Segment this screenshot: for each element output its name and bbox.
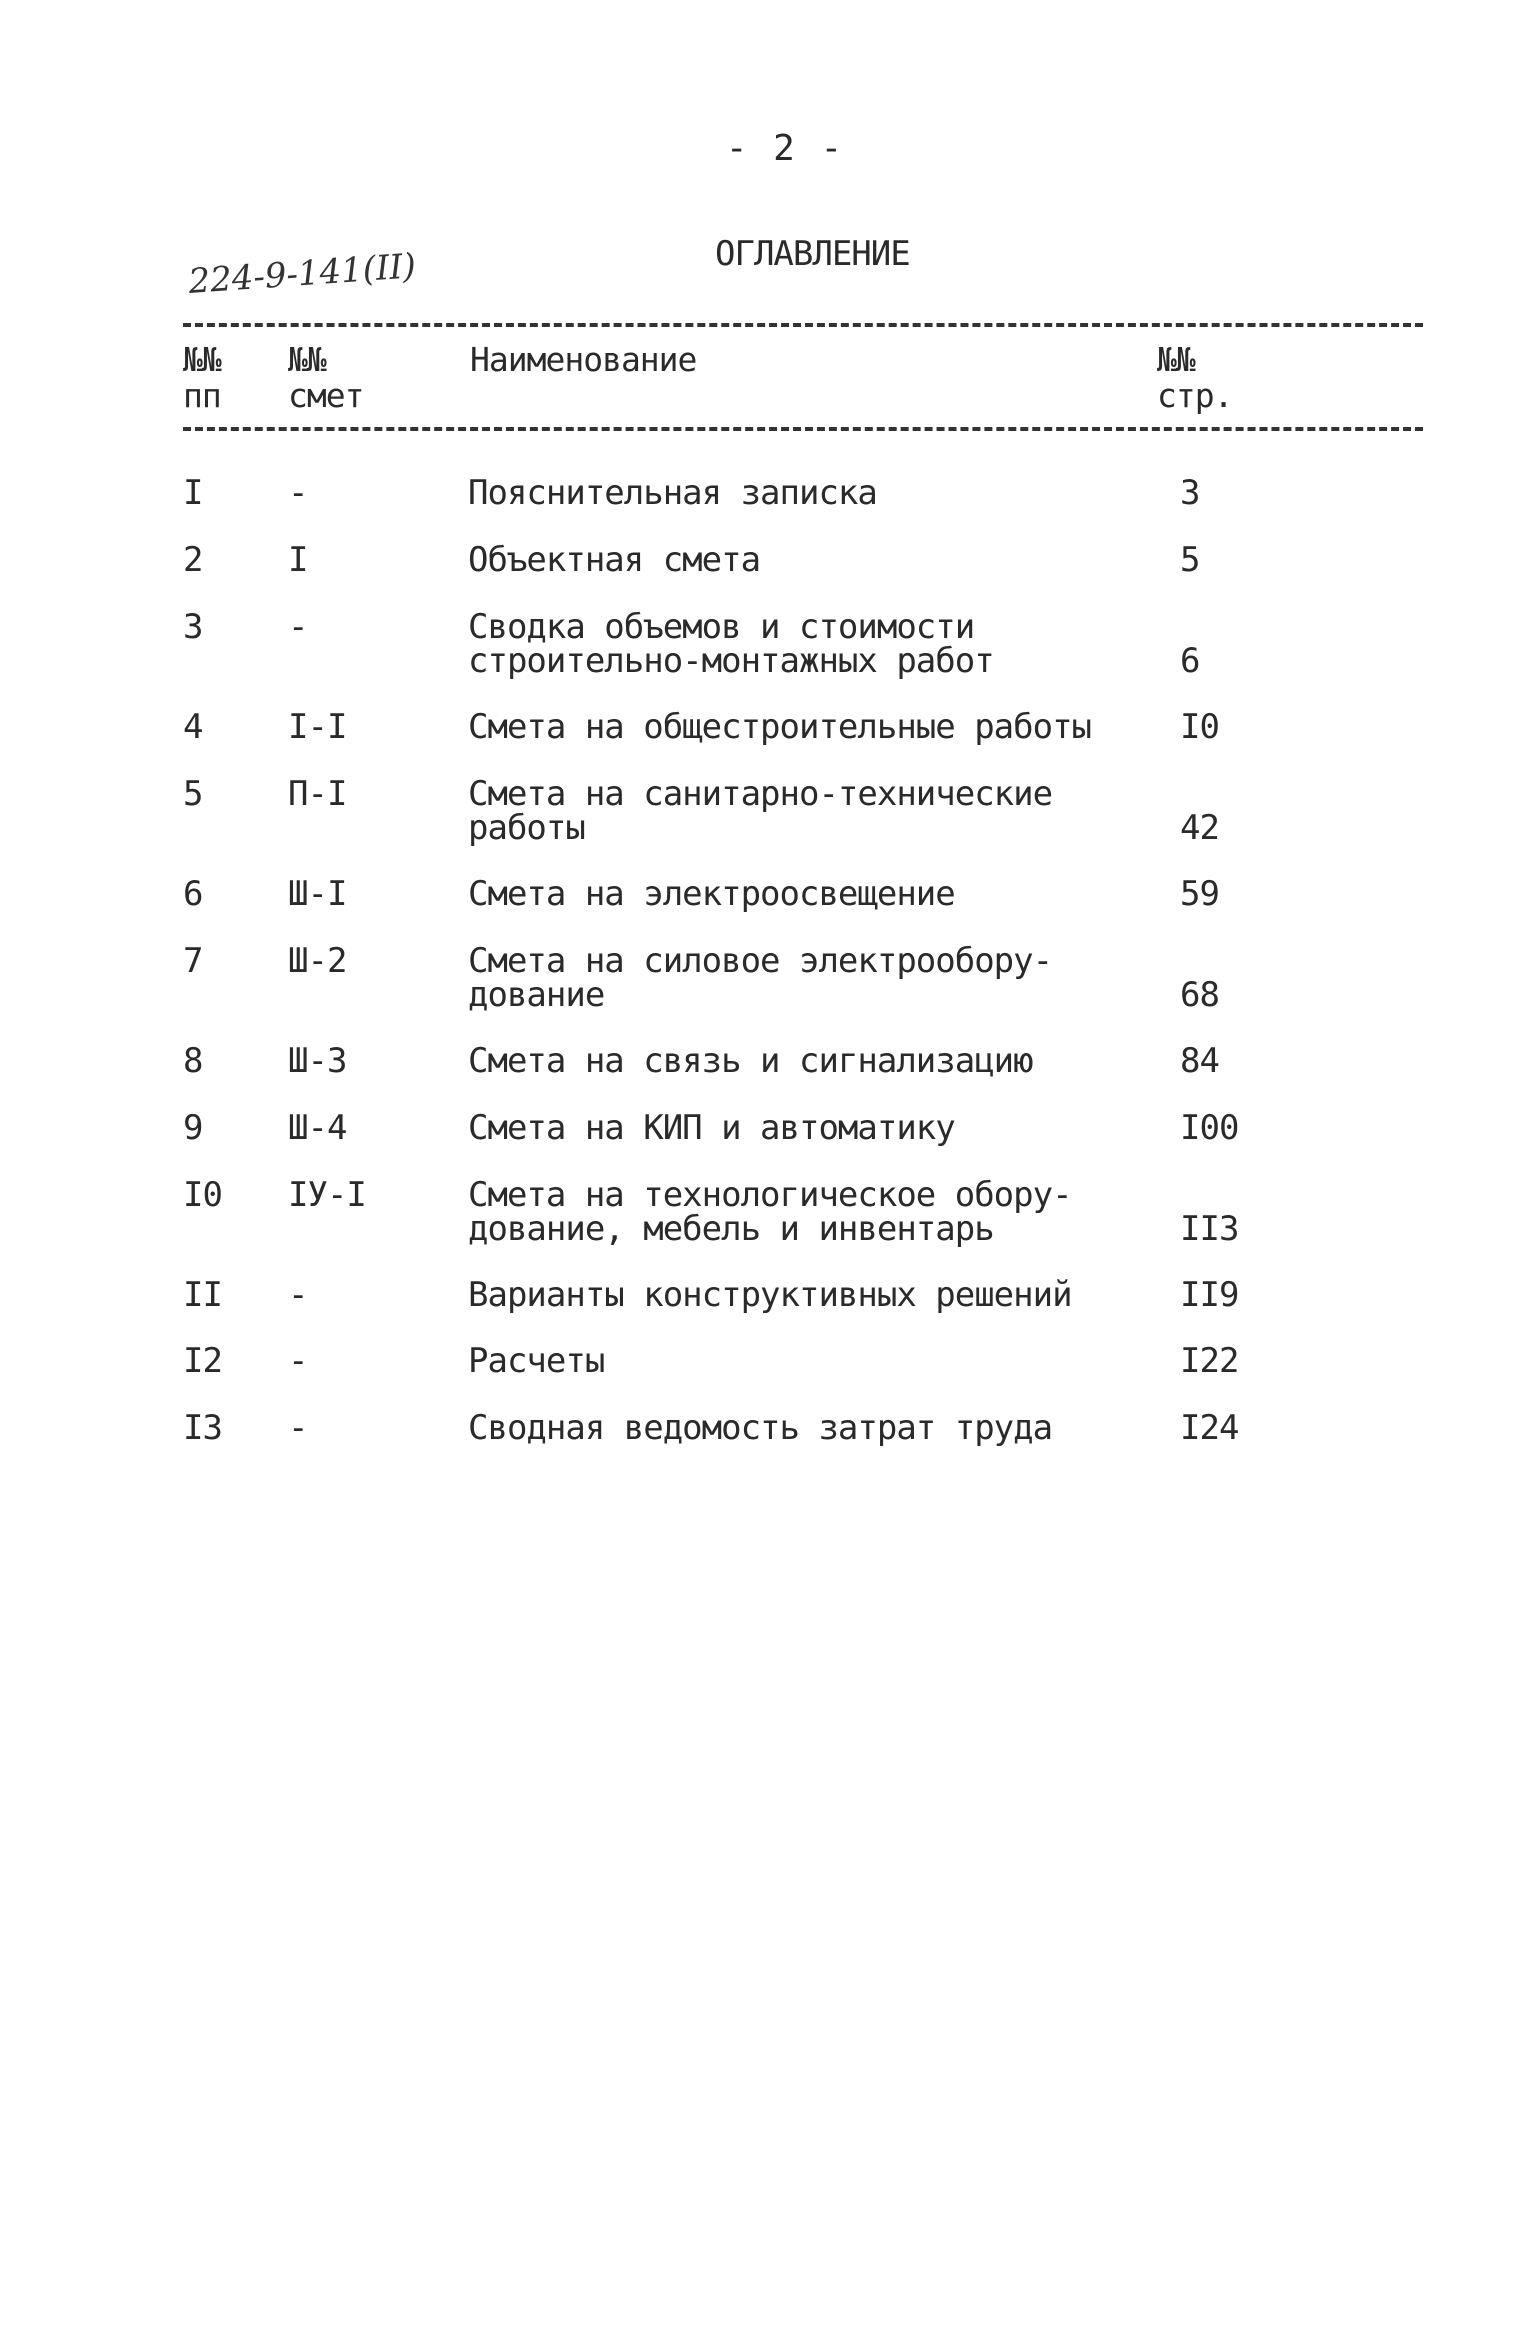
toc-row-number: 4 (183, 707, 203, 747)
toc-row-page: 84 (1180, 1041, 1219, 1081)
toc-row-page: 3 (1180, 473, 1200, 513)
toc-row-number: I2 (183, 1341, 222, 1381)
toc-row-page: 59 (1180, 874, 1219, 914)
toc-row-page: I22 (1180, 1341, 1239, 1381)
toc-row-page: 68 (1180, 975, 1219, 1015)
toc-row-estimate: Ш-I (288, 874, 347, 914)
toc-row-page: 5 (1180, 540, 1200, 580)
toc-row-name: Сводка объемов и стоимости строительно-монтажных работ (468, 607, 994, 681)
toc-row-estimate: - (288, 473, 308, 513)
toc-row-estimate: - (288, 1341, 308, 1381)
toc-row-name: Смета на санитарно-технические работы (468, 774, 1053, 848)
toc-row-name: Смета на технологическое обору- дование, мебель и инвентарь (468, 1175, 1072, 1249)
toc-row-name: Сводная ведомость затрат труда (468, 1408, 1053, 1448)
toc-row-estimate: Ш-3 (288, 1041, 347, 1081)
toc-row-number: 8 (183, 1041, 203, 1081)
toc-row-name: Смета на силовое электрообору- дование (468, 941, 1053, 1015)
handwritten-document-code: 224-9-141(II) (187, 246, 418, 302)
header-page-line2: стр. (1157, 376, 1233, 415)
toc-row-name: Варианты конструктивных решений (468, 1275, 1072, 1315)
toc-row-number: I0 (183, 1175, 222, 1215)
toc-title: ОГЛАВЛЕНИЕ (715, 234, 910, 274)
toc-row-page: II3 (1180, 1209, 1239, 1249)
toc-row-page: I0 (1180, 707, 1219, 747)
toc-row-name: Смета на КИП и автоматику (468, 1108, 955, 1148)
toc-row-number: 3 (183, 607, 203, 647)
toc-row-number: II (183, 1275, 222, 1315)
toc-row-number: I (183, 473, 203, 513)
toc-row-estimate: - (288, 607, 308, 647)
toc-row-number: 9 (183, 1108, 203, 1148)
toc-row-estimate: Ш-2 (288, 941, 347, 981)
header-page-line1: №№ (1157, 340, 1195, 379)
toc-row-number: 5 (183, 774, 203, 814)
toc-row-number: 6 (183, 874, 203, 914)
toc-row-page: 42 (1180, 808, 1219, 848)
toc-row-number: I3 (183, 1408, 222, 1448)
toc-row-name: Смета на связь и сигнализацию (468, 1041, 1033, 1081)
toc-row-page: I00 (1180, 1108, 1239, 1148)
toc-row-number: 2 (183, 540, 203, 580)
toc-row-estimate: I-I (288, 707, 347, 747)
toc-row-name: Пояснительная записка (468, 473, 877, 513)
toc-row-estimate: П-I (288, 774, 347, 814)
toc-row-page: I24 (1180, 1408, 1239, 1448)
toc-row-estimate: Ш-4 (288, 1108, 347, 1148)
header-num-line1: №№ (183, 340, 221, 379)
toc-row-name: Расчеты (468, 1341, 605, 1381)
toc-row-page: II9 (1180, 1275, 1239, 1315)
toc-row-estimate: - (288, 1408, 308, 1448)
toc-row-estimate: IУ-I (288, 1175, 366, 1215)
toc-row-number: 7 (183, 941, 203, 981)
toc-row-estimate: I (288, 540, 308, 580)
toc-row-estimate: - (288, 1275, 308, 1315)
header-smeta-line2: смет (288, 376, 364, 415)
page-number: - 2 - (725, 128, 845, 169)
toc-row-name: Смета на общестроительные работы (468, 707, 1092, 747)
toc-row-page: 6 (1180, 641, 1200, 681)
header-num-line2: пп (183, 376, 221, 415)
toc-row-name: Объектная смета (468, 540, 761, 580)
toc-row-name: Смета на электроосвещение (468, 874, 955, 914)
header-smeta-line1: №№ (288, 340, 326, 379)
header-name-text: Наименование (470, 340, 697, 379)
